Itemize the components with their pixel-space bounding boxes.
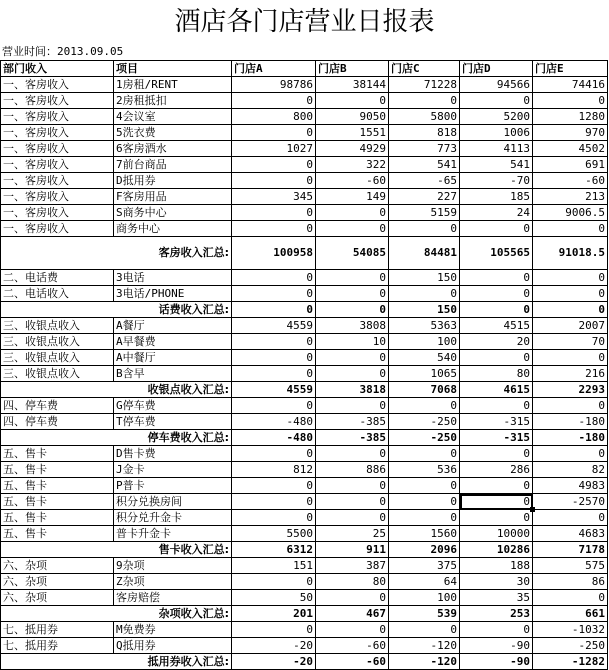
dept-cell[interactable]: 一、客房收入 — [1, 221, 114, 237]
table-row — [1, 462, 608, 478]
value-cell[interactable]: -2570 — [533, 494, 608, 510]
value-cell[interactable]: 345 — [232, 189, 316, 205]
value-cell[interactable]: 86 — [533, 574, 608, 590]
header-cell[interactable]: 门店D — [460, 61, 533, 77]
value-cell[interactable]: 467 — [316, 606, 389, 622]
value-cell[interactable]: 50 — [232, 590, 316, 606]
value-cell[interactable]: 149 — [316, 189, 389, 205]
item-cell[interactable]: G停车费 — [114, 398, 232, 414]
value-cell[interactable]: 286 — [460, 462, 533, 478]
value-cell[interactable]: 970 — [533, 125, 608, 141]
value-cell[interactable]: 0 — [389, 622, 460, 638]
summary-label[interactable]: 抵用券收入汇总: — [1, 654, 232, 670]
value-cell[interactable]: -315 — [460, 414, 533, 430]
table-row — [1, 318, 608, 334]
value-cell[interactable]: 64 — [389, 574, 460, 590]
value-cell[interactable]: -385 — [316, 414, 389, 430]
value-cell[interactable]: -1282 — [533, 654, 608, 670]
value-cell[interactable]: -180 — [533, 414, 608, 430]
value-cell[interactable]: 0 — [316, 494, 389, 510]
value-cell[interactable]: 80 — [316, 574, 389, 590]
value-cell[interactable]: 0 — [389, 398, 460, 414]
summary-label[interactable]: 停车费收入汇总: — [1, 430, 232, 446]
value-cell[interactable]: 0 — [232, 350, 316, 366]
header-cell[interactable]: 项目 — [114, 61, 232, 77]
value-cell[interactable]: 35 — [460, 590, 533, 606]
item-cell[interactable]: 2房租抵扣 — [114, 93, 232, 109]
dept-cell[interactable]: 二、电话费 — [1, 270, 114, 286]
value-cell[interactable]: 100958 — [232, 237, 316, 270]
summary-row — [1, 302, 608, 318]
value-cell[interactable]: 0 — [232, 221, 316, 237]
dept-cell[interactable]: 一、客房收入 — [1, 77, 114, 93]
summary-row — [1, 382, 608, 398]
value-cell[interactable]: 80 — [460, 366, 533, 382]
value-cell[interactable]: 100 — [389, 334, 460, 350]
value-cell[interactable]: 0 — [389, 478, 460, 494]
item-cell[interactable]: B含早 — [114, 366, 232, 382]
value-cell[interactable]: 911 — [316, 542, 389, 558]
value-cell[interactable]: 0 — [460, 494, 533, 510]
item-cell[interactable]: 6客房酒水 — [114, 141, 232, 157]
value-cell[interactable]: 0 — [533, 350, 608, 366]
item-cell[interactable]: A早餐费 — [114, 334, 232, 350]
value-cell[interactable]: 0 — [316, 366, 389, 382]
item-cell[interactable]: M免费券 — [114, 622, 232, 638]
header-cell[interactable]: 门店E — [533, 61, 608, 77]
value-cell[interactable]: 0 — [389, 93, 460, 109]
value-cell[interactable]: 886 — [316, 462, 389, 478]
dept-cell[interactable]: 五、售卡 — [1, 494, 114, 510]
value-cell[interactable]: 71228 — [389, 77, 460, 93]
value-cell[interactable]: -70 — [460, 173, 533, 189]
value-cell[interactable]: 25 — [316, 526, 389, 542]
table-row — [1, 173, 608, 189]
dept-cell[interactable]: 一、客房收入 — [1, 93, 114, 109]
value-cell[interactable]: 151 — [232, 558, 316, 574]
item-cell[interactable]: 积分兑升金卡 — [114, 510, 232, 526]
dept-cell[interactable]: 六、杂项 — [1, 574, 114, 590]
value-cell[interactable]: 98786 — [232, 77, 316, 93]
table-row — [1, 590, 608, 606]
table-row — [1, 286, 608, 302]
value-cell[interactable]: 0 — [232, 510, 316, 526]
item-cell[interactable]: 3电话/PHONE — [114, 286, 232, 302]
value-cell[interactable]: 0 — [460, 93, 533, 109]
value-cell[interactable]: 38144 — [316, 77, 389, 93]
table-row — [1, 125, 608, 141]
value-cell[interactable]: 0 — [232, 125, 316, 141]
dept-cell[interactable]: 五、售卡 — [1, 526, 114, 542]
summary-row — [1, 654, 608, 670]
dept-cell[interactable]: 三、收银点收入 — [1, 318, 114, 334]
value-cell[interactable]: -65 — [389, 173, 460, 189]
dept-cell[interactable]: 五、售卡 — [1, 462, 114, 478]
value-cell[interactable]: 91018.5 — [533, 237, 608, 270]
header-cell[interactable]: 门店A — [232, 61, 316, 77]
dept-cell[interactable]: 一、客房收入 — [1, 205, 114, 221]
value-cell[interactable]: 691 — [533, 157, 608, 173]
dept-cell[interactable]: 三、收银点收入 — [1, 350, 114, 366]
dept-cell[interactable]: 一、客房收入 — [1, 173, 114, 189]
item-cell[interactable]: 7前台商品 — [114, 157, 232, 173]
item-cell[interactable]: 9杂项 — [114, 558, 232, 574]
value-cell[interactable]: 0 — [460, 270, 533, 286]
value-cell[interactable]: 84481 — [389, 237, 460, 270]
dept-cell[interactable]: 七、抵用券 — [1, 622, 114, 638]
value-cell[interactable]: 773 — [389, 141, 460, 157]
table-row — [1, 189, 608, 205]
table-row — [1, 350, 608, 366]
value-cell[interactable]: 1027 — [232, 141, 316, 157]
report-title: 酒店各门店营业日报表 — [174, 7, 435, 37]
value-cell[interactable]: 94566 — [460, 77, 533, 93]
value-cell[interactable]: -60 — [316, 638, 389, 654]
value-cell[interactable]: 0 — [460, 446, 533, 462]
business-time: 营业时间：2013.09.05 — [2, 45, 124, 58]
value-cell[interactable]: 0 — [316, 622, 389, 638]
value-cell[interactable]: 0 — [460, 302, 533, 318]
table-row — [1, 494, 608, 510]
value-cell[interactable]: 0 — [533, 446, 608, 462]
value-cell[interactable]: 0 — [533, 510, 608, 526]
value-cell[interactable]: 0 — [460, 221, 533, 237]
header-cell[interactable]: 门店C — [389, 61, 460, 77]
table-row — [1, 414, 608, 430]
item-cell[interactable]: T停车费 — [114, 414, 232, 430]
dept-cell[interactable]: 七、抵用券 — [1, 638, 114, 654]
table-row — [1, 478, 608, 494]
value-cell[interactable]: 0 — [460, 286, 533, 302]
value-cell[interactable]: 0 — [232, 398, 316, 414]
value-cell[interactable]: 5500 — [232, 526, 316, 542]
value-cell[interactable]: -480 — [232, 430, 316, 446]
summary-label[interactable]: 收银点收入汇总: — [1, 382, 232, 398]
value-cell[interactable]: 0 — [232, 286, 316, 302]
table-row — [1, 109, 608, 125]
value-cell[interactable]: 5800 — [389, 109, 460, 125]
item-cell[interactable]: 1房租/RENT — [114, 77, 232, 93]
value-cell[interactable]: 201 — [232, 606, 316, 622]
value-cell[interactable]: -60 — [316, 654, 389, 670]
value-cell[interactable]: -120 — [389, 654, 460, 670]
value-cell[interactable]: 2007 — [533, 318, 608, 334]
value-cell[interactable]: 0 — [316, 205, 389, 221]
value-cell[interactable]: 0 — [389, 286, 460, 302]
value-cell[interactable]: 0 — [232, 302, 316, 318]
value-cell[interactable]: 4515 — [460, 318, 533, 334]
table-row — [1, 622, 608, 638]
table-row — [1, 93, 608, 109]
value-cell[interactable]: 4983 — [533, 478, 608, 494]
value-cell[interactable]: 818 — [389, 125, 460, 141]
value-cell[interactable]: 0 — [316, 270, 389, 286]
value-cell[interactable]: 10 — [316, 334, 389, 350]
table-row — [1, 446, 608, 462]
item-cell[interactable]: A中餐厅 — [114, 350, 232, 366]
dept-cell[interactable]: 一、客房收入 — [1, 189, 114, 205]
value-cell[interactable]: 322 — [316, 157, 389, 173]
table-row — [1, 366, 608, 382]
table-row — [1, 77, 608, 93]
item-cell[interactable]: 4会议室 — [114, 109, 232, 125]
value-cell[interactable]: 4502 — [533, 141, 608, 157]
value-cell[interactable]: 661 — [533, 606, 608, 622]
value-cell[interactable]: 213 — [533, 189, 608, 205]
item-cell[interactable]: 客房赔偿 — [114, 590, 232, 606]
value-cell[interactable]: -250 — [389, 414, 460, 430]
summary-label[interactable]: 杂项收入汇总: — [1, 606, 232, 622]
value-cell[interactable]: 0 — [316, 510, 389, 526]
value-cell[interactable]: 0 — [460, 622, 533, 638]
value-cell[interactable]: 4683 — [533, 526, 608, 542]
value-cell[interactable]: 150 — [389, 302, 460, 318]
dept-cell[interactable]: 四、停车费 — [1, 414, 114, 430]
value-cell[interactable]: 0 — [316, 286, 389, 302]
value-cell[interactable]: 6312 — [232, 542, 316, 558]
value-cell[interactable]: 0 — [389, 446, 460, 462]
value-cell[interactable]: 5200 — [460, 109, 533, 125]
value-cell[interactable]: 74416 — [533, 77, 608, 93]
value-cell[interactable]: 188 — [460, 558, 533, 574]
fill-handle[interactable] — [530, 507, 535, 512]
value-cell[interactable]: 0 — [232, 574, 316, 590]
value-cell[interactable]: -60 — [316, 173, 389, 189]
item-cell[interactable]: Q抵用券 — [114, 638, 232, 654]
value-cell[interactable]: 0 — [316, 478, 389, 494]
value-cell[interactable]: 541 — [389, 157, 460, 173]
item-cell[interactable]: P普卡 — [114, 478, 232, 494]
header-row — [1, 61, 608, 77]
value-cell[interactable]: 227 — [389, 189, 460, 205]
value-cell[interactable]: 575 — [533, 558, 608, 574]
item-cell[interactable]: 积分兑换房间 — [114, 494, 232, 510]
value-cell[interactable]: 0 — [316, 93, 389, 109]
value-cell[interactable]: 0 — [316, 350, 389, 366]
value-cell[interactable]: 7178 — [533, 542, 608, 558]
summary-label[interactable]: 售卡收入汇总: — [1, 542, 232, 558]
value-cell[interactable]: -1032 — [533, 622, 608, 638]
item-cell[interactable]: A餐厅 — [114, 318, 232, 334]
item-cell[interactable]: D抵用券 — [114, 173, 232, 189]
value-cell[interactable]: -180 — [533, 430, 608, 446]
value-cell[interactable]: 10286 — [460, 542, 533, 558]
value-cell[interactable]: -20 — [232, 654, 316, 670]
dept-cell[interactable]: 一、客房收入 — [1, 125, 114, 141]
dept-cell[interactable]: 三、收银点收入 — [1, 366, 114, 382]
table-row — [1, 526, 608, 542]
value-cell[interactable]: 540 — [389, 350, 460, 366]
summary-label[interactable]: 话费收入汇总: — [1, 302, 232, 318]
value-cell[interactable]: 5363 — [389, 318, 460, 334]
header-cell[interactable]: 门店B — [316, 61, 389, 77]
value-cell[interactable]: 100 — [389, 590, 460, 606]
value-cell[interactable]: 4929 — [316, 141, 389, 157]
table-row — [1, 205, 608, 221]
dept-cell[interactable]: 二、电话收入 — [1, 286, 114, 302]
item-cell[interactable]: 3电话 — [114, 270, 232, 286]
table-row — [1, 558, 608, 574]
value-cell[interactable]: 375 — [389, 558, 460, 574]
value-cell[interactable]: 4113 — [460, 141, 533, 157]
value-cell[interactable]: -20 — [232, 638, 316, 654]
value-cell[interactable]: 0 — [389, 494, 460, 510]
dept-cell[interactable]: 三、收银点收入 — [1, 334, 114, 350]
value-cell[interactable]: 4559 — [232, 318, 316, 334]
value-cell[interactable]: 0 — [232, 270, 316, 286]
summary-label[interactable]: 客房收入汇总: — [1, 237, 232, 270]
value-cell[interactable]: 7068 — [389, 382, 460, 398]
value-cell[interactable]: -90 — [460, 654, 533, 670]
dept-cell[interactable]: 五、售卡 — [1, 478, 114, 494]
value-cell[interactable]: 0 — [389, 221, 460, 237]
value-cell[interactable]: 1560 — [389, 526, 460, 542]
table-row — [1, 221, 608, 237]
value-cell[interactable]: 0 — [316, 446, 389, 462]
value-cell[interactable]: -480 — [232, 414, 316, 430]
dept-cell[interactable]: 六、杂项 — [1, 558, 114, 574]
item-cell[interactable]: Z杂项 — [114, 574, 232, 590]
value-cell[interactable]: 812 — [232, 462, 316, 478]
item-cell[interactable]: J金卡 — [114, 462, 232, 478]
value-cell[interactable]: 0 — [232, 366, 316, 382]
dept-cell[interactable]: 一、客房收入 — [1, 109, 114, 125]
dept-cell[interactable]: 五、售卡 — [1, 510, 114, 526]
value-cell[interactable]: 24 — [460, 205, 533, 221]
value-cell[interactable]: 10000 — [460, 526, 533, 542]
item-cell[interactable]: 5洗衣费 — [114, 125, 232, 141]
value-cell[interactable]: 800 — [232, 109, 316, 125]
value-cell[interactable]: 0 — [232, 446, 316, 462]
value-cell[interactable]: 30 — [460, 574, 533, 590]
value-cell[interactable]: -250 — [533, 638, 608, 654]
value-cell[interactable]: -250 — [389, 430, 460, 446]
value-cell[interactable]: 4559 — [232, 382, 316, 398]
value-cell[interactable]: 253 — [460, 606, 533, 622]
dept-cell[interactable]: 六、杂项 — [1, 590, 114, 606]
value-cell[interactable]: 0 — [232, 157, 316, 173]
value-cell[interactable]: 4615 — [460, 382, 533, 398]
value-cell[interactable]: 105565 — [460, 237, 533, 270]
table-row — [1, 270, 608, 286]
item-cell[interactable]: D售卡费 — [114, 446, 232, 462]
value-cell[interactable]: 0 — [533, 221, 608, 237]
value-cell[interactable]: 0 — [533, 270, 608, 286]
header-cell[interactable]: 部门收入 — [1, 61, 114, 77]
value-cell[interactable]: 387 — [316, 558, 389, 574]
value-cell[interactable]: 0 — [389, 510, 460, 526]
summary-row — [1, 606, 608, 622]
item-cell[interactable]: S商务中心 — [114, 205, 232, 221]
value-cell[interactable]: 0 — [316, 398, 389, 414]
dept-cell[interactable]: 四、停车费 — [1, 398, 114, 414]
value-cell[interactable]: -385 — [316, 430, 389, 446]
value-cell[interactable]: 20 — [460, 334, 533, 350]
value-cell[interactable]: 541 — [460, 157, 533, 173]
value-cell[interactable]: 0 — [232, 205, 316, 221]
value-cell[interactable]: 2293 — [533, 382, 608, 398]
value-cell[interactable]: 1551 — [316, 125, 389, 141]
item-cell[interactable]: F客房用品 — [114, 189, 232, 205]
value-cell[interactable]: 0 — [316, 221, 389, 237]
value-cell[interactable]: 0 — [460, 398, 533, 414]
table-row — [1, 157, 608, 173]
table-row — [1, 398, 608, 414]
value-cell[interactable]: -120 — [389, 638, 460, 654]
value-cell[interactable]: 150 — [389, 270, 460, 286]
value-cell[interactable]: 216 — [533, 366, 608, 382]
value-cell[interactable]: 0 — [460, 510, 533, 526]
value-cell[interactable]: 5159 — [389, 205, 460, 221]
value-cell[interactable]: 3818 — [316, 382, 389, 398]
table-row — [1, 510, 608, 526]
summary-row — [1, 430, 608, 446]
table-row — [1, 141, 608, 157]
dept-cell[interactable]: 一、客房收入 — [1, 141, 114, 157]
value-cell[interactable]: 0 — [533, 286, 608, 302]
value-cell[interactable]: 0 — [460, 350, 533, 366]
value-cell[interactable]: 0 — [232, 173, 316, 189]
value-cell[interactable]: 9006.5 — [533, 205, 608, 221]
value-cell[interactable]: 1065 — [389, 366, 460, 382]
table-row — [1, 574, 608, 590]
value-cell[interactable]: 1280 — [533, 109, 608, 125]
value-cell[interactable]: 3808 — [316, 318, 389, 334]
value-cell[interactable]: 1006 — [460, 125, 533, 141]
value-cell[interactable]: 0 — [316, 302, 389, 318]
value-cell[interactable]: 536 — [389, 462, 460, 478]
table-row — [1, 334, 608, 350]
value-cell[interactable]: 0 — [533, 93, 608, 109]
value-cell[interactable]: 0 — [232, 93, 316, 109]
summary-row — [1, 542, 608, 558]
value-cell[interactable]: 185 — [460, 189, 533, 205]
value-cell[interactable]: 0 — [460, 478, 533, 494]
report-table — [0, 60, 608, 670]
value-cell[interactable]: -90 — [460, 638, 533, 654]
value-cell[interactable]: -60 — [533, 173, 608, 189]
value-cell[interactable]: 0 — [533, 398, 608, 414]
value-cell[interactable]: 2096 — [389, 542, 460, 558]
value-cell[interactable]: -315 — [460, 430, 533, 446]
value-cell[interactable]: 0 — [533, 302, 608, 318]
dept-cell[interactable]: 一、客房收入 — [1, 157, 114, 173]
value-cell[interactable]: 70 — [533, 334, 608, 350]
value-cell[interactable]: 54085 — [316, 237, 389, 270]
value-cell[interactable]: 0 — [316, 590, 389, 606]
value-cell[interactable]: 0 — [232, 622, 316, 638]
value-cell[interactable]: 0 — [232, 494, 316, 510]
value-cell[interactable]: 539 — [389, 606, 460, 622]
summary-row — [1, 237, 608, 270]
value-cell[interactable]: 9050 — [316, 109, 389, 125]
value-cell[interactable]: 0 — [232, 478, 316, 494]
dept-cell[interactable]: 五、售卡 — [1, 446, 114, 462]
value-cell[interactable]: 0 — [533, 590, 608, 606]
value-cell[interactable]: 0 — [232, 334, 316, 350]
item-cell[interactable]: 商务中心 — [114, 221, 232, 237]
item-cell[interactable]: 普卡升金卡 — [114, 526, 232, 542]
value-cell[interactable]: 82 — [533, 462, 608, 478]
table-row — [1, 638, 608, 654]
